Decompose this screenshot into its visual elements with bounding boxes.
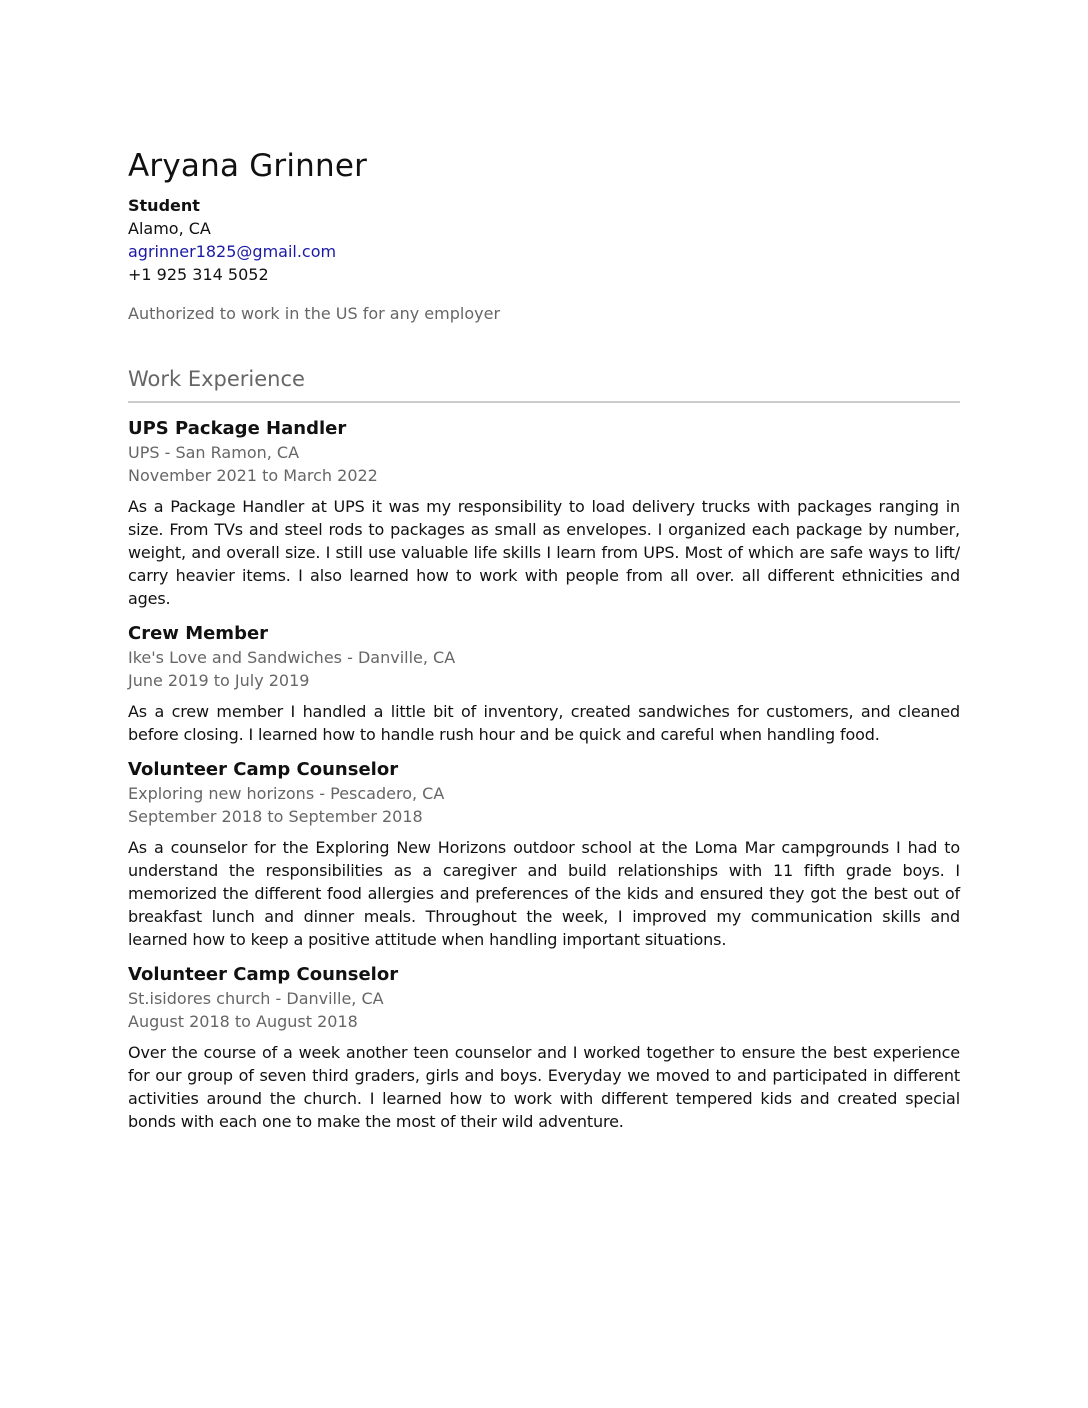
resume-page <box>128 140 960 1133</box>
job-company: St.isidores church <box>128 989 271 1008</box>
job-separator: - <box>270 989 287 1008</box>
job-title: Volunteer Camp Counselor <box>128 964 399 985</box>
email-link[interactable]: agrinner1825@gmail.com <box>128 242 337 261</box>
job-separator: - <box>342 648 358 667</box>
section-title-work-experience: Work Experience <box>128 363 960 403</box>
job-separator: - <box>159 443 176 462</box>
job-title: Volunteer Camp Counselor <box>128 759 399 780</box>
job-dates: August 2018 to August 2018 <box>128 1012 358 1031</box>
job-description: As a crew member I handled a little bit of inventory, created sandwiches for customers, and cleaned before closing. I learned how to handle rush hour and be quick and careful when handling food. <box>128 702 960 744</box>
job-location: Pescadero, CA <box>330 784 445 803</box>
location: Alamo, CA <box>128 219 211 238</box>
job-dates: June 2019 to July 2019 <box>128 671 310 690</box>
job-dates: September 2018 to September 2018 <box>128 807 423 826</box>
job-entry <box>128 758 960 951</box>
job-location: Danville, CA <box>286 989 384 1008</box>
email-row <box>128 240 960 263</box>
job-title: UPS Package Handler <box>128 418 347 439</box>
work-authorization: Authorized to work in the US for any employer <box>128 304 501 323</box>
job-description: Over the course of a week another teen counselor and I worked together to ensure the best experience for our group of seven third graders, girls and boys. Everyday we moved to and participated in different activities around the church. I learned how to work with different tempered kids and created special bonds with each one to make the most of their wild adventure. <box>128 1043 960 1131</box>
headline: Student <box>128 196 200 215</box>
job-company: UPS <box>128 443 160 462</box>
job-entry <box>128 963 960 1133</box>
job-company-location <box>128 646 960 669</box>
phone: +1 925 314 5052 <box>128 265 269 284</box>
job-dates: November 2021 to March 2022 <box>128 466 378 485</box>
job-entry <box>128 622 960 746</box>
job-separator: - <box>314 784 331 803</box>
job-description: As a counselor for the Exploring New Horizons outdoor school at the Loma Mar campgrounds I had to understand the responsibilities as a caregiver and build relationships with 11 fifth grade boys. I memorized the different food allergies and preferences of the kids and ensured they got the best out of breakfast lunch and dinner meals. Throughout the week, I improved my communication skills and learned how to keep a positive attitude when handling important situations. <box>128 838 960 949</box>
job-location: Danville, CA <box>357 648 456 667</box>
job-description: As a Package Handler at UPS it was my responsibility to load delivery trucks with packages ranging in size. From TVs and steel rods to packages as small as envelopes. I organized each package by number, weight, and overall size. I still use valuable life skills I learn from UPS. Most of which are safe ways to lift/ carry heavier items. I also learned how to work with people from all over. all different ethnicities and ages. <box>128 497 960 608</box>
job-company: Ike's Love and Sandwiches <box>128 648 342 667</box>
job-title: Crew Member <box>128 623 269 644</box>
job-company-location <box>128 987 960 1010</box>
job-company-location <box>128 441 960 464</box>
job-company-location <box>128 782 960 805</box>
candidate-name: Aryana Grinner <box>128 148 368 184</box>
job-company: Exploring new horizons <box>128 784 315 803</box>
job-entry <box>128 417 960 610</box>
job-location: San Ramon, CA <box>175 443 300 462</box>
